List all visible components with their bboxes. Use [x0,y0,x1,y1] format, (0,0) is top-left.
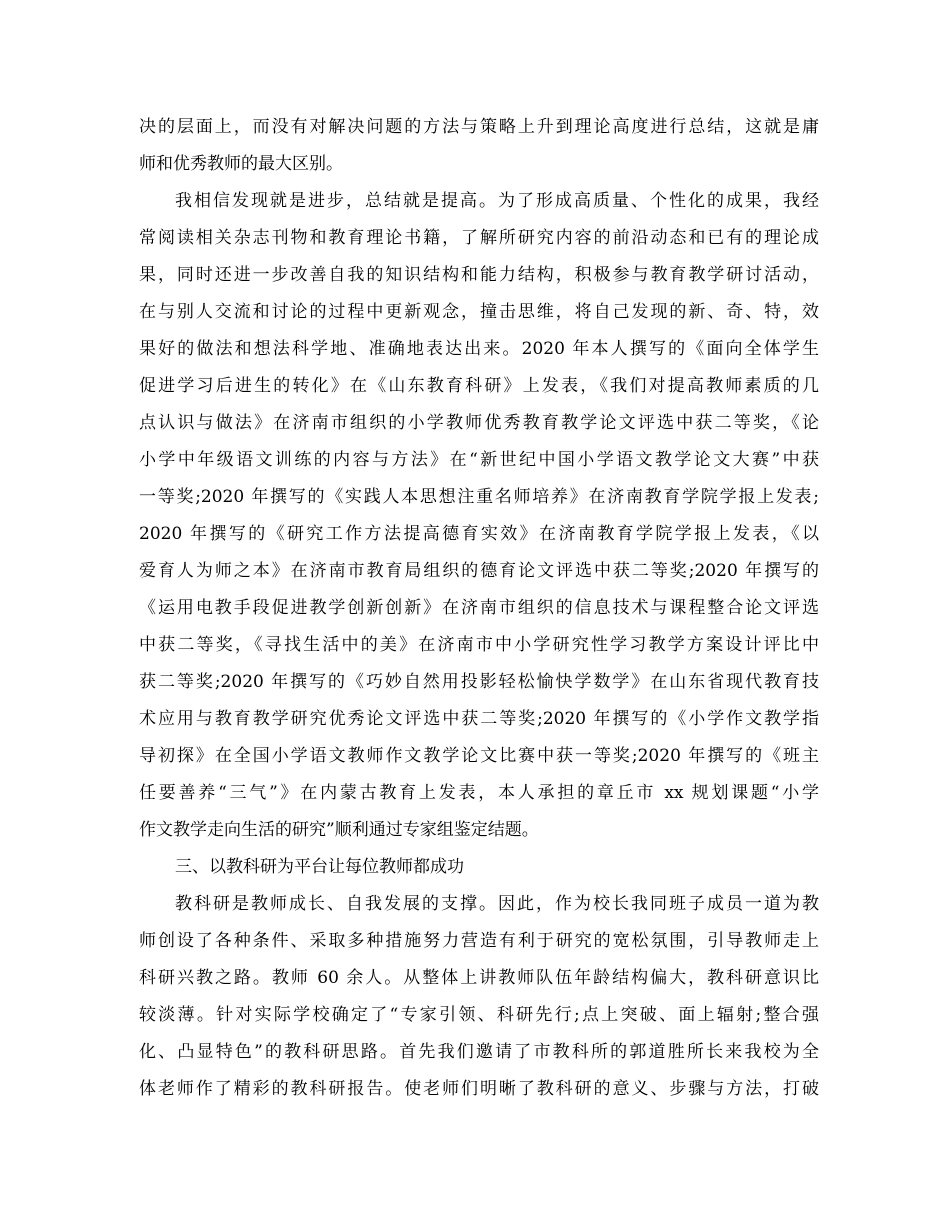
text-line: 师和优秀教师的最大区别。 [139,154,343,174]
text-line: 促进学习后进生的转化》在《山东教育科研》上发表，《我们对提高教师素质的几 [139,376,819,396]
paragraph-start-line: 我相信发现就是进步，总结就是提高。为了形成高质量、个性化的成果，我经 [175,191,819,211]
text-line: 术应用与教育教学研究优秀论文评选中获二等奖;2020 年撰写的《小学作文教学指 [139,709,819,729]
text-line: 导初探》在全国小学语文教师作文教学论文比赛中获一等奖;2020 年撰写的《班主 [139,746,819,766]
text-line: 科研兴教之路。教师 60 余人。从整体上讲教师队伍年龄结构偏大，教科研意识比 [139,968,819,988]
text-line: 在与别人交流和讨论的过程中更新观念，撞击思维，将自己发现的新、奇、特，效 [139,302,819,322]
text-line: 2020 年撰写的《研究工作方法提高德育实效》在济南教育学院学报上发表，《以 [139,524,819,544]
text-line: 点认识与做法》在济南市组织的小学教师优秀教育教学论文评选中获二等奖，《论 [139,413,819,433]
text-line: 常阅读相关杂志刊物和教育理论书籍，了解所研究内容的前沿动态和已有的理论成 [139,228,819,248]
text-line: 作文教学走向生活的研究”顺利通过专家组鉴定结题。 [139,820,539,840]
text-line: 体老师作了精彩的教科研报告。使老师们明晰了教科研的意义、步骤与方法，打破 [139,1079,819,1099]
section-heading: 三、以教科研为平台让每位教师都成功 [175,857,464,877]
text-line: 爱育人为师之本》在济南市教育局组织的德育论文评选中获二等奖;2020 年撰写的 [139,561,819,581]
text-line: 师创设了各种条件、采取多种措施努力营造有利于研究的宽松氛围，引导教师走上 [139,931,819,951]
text-line: 中获二等奖，《寻找生活中的美》在济南市中小学研究性学习教学方案设计评比中 [139,635,819,655]
text-line: 一等奖;2020 年撰写的《实践人本思想注重名师培养》在济南教育学院学报上发表; [139,487,819,507]
text-line: 果好的做法和想法科学地、准确地表达出来。2020 年本人撰写的《面向全体学生 [139,339,819,359]
text-line: 果，同时还进一步改善自我的知识结构和能力结构，积极参与教育教学研讨活动， [139,265,819,285]
text-line: 《运用电教手段促进教学创新创新》在济南市组织的信息技术与课程整合论文评选 [139,598,819,618]
text-line: 较淡薄。针对实际学校确定了“专家引领、科研先行;点上突破、面上辐射;整合强 [139,1005,819,1025]
text-line: 获二等奖;2020 年撰写的《巧妙自然用投影轻松愉快学数学》在山东省现代教育技 [139,672,819,692]
text-line: 化、凸显特色”的教科研思路。首先我们邀请了市教科所的郭道胜所长来我校为全 [139,1042,819,1062]
text-line: 决的层面上，而没有对解决问题的方法与策略上升到理论高度进行总结，这就是庸 [139,117,819,137]
paragraph-start-line: 教科研是教师成长、自我发展的支撑。因此，作为校长我同班子成员一道为教 [175,894,819,914]
text-line: 小学中年级语文训练的内容与方法》在“新世纪中国小学语文教学论文大赛”中获 [139,450,819,470]
text-line: 任要善养“三气”》在内蒙古教育上发表，本人承担的章丘市 xx 规划课题“小学 [139,783,819,803]
